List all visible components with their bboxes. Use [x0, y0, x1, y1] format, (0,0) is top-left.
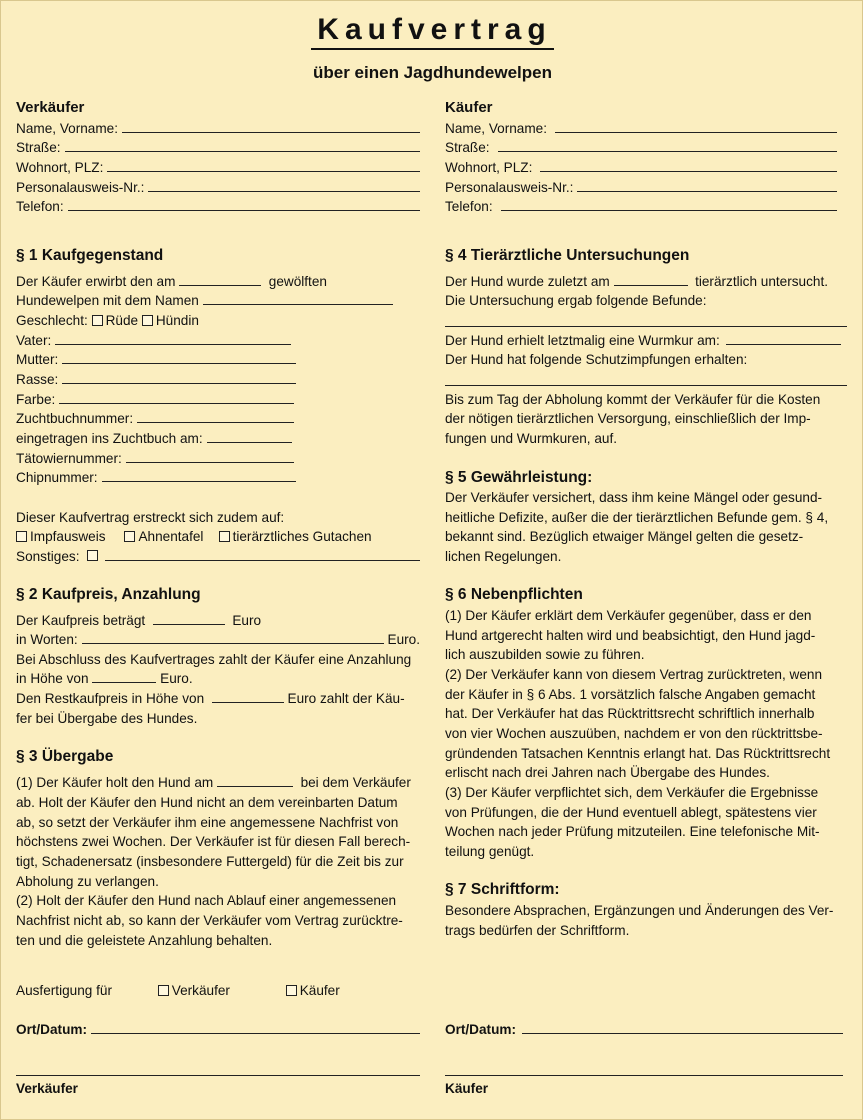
section-1-heading: § 1 Kaufgegenstand: [16, 247, 164, 264]
breed-field[interactable]: Rasse:: [16, 370, 296, 390]
mother-field[interactable]: Mutter:: [16, 350, 296, 370]
tattoo-number-field[interactable]: Tätowiernummer:: [16, 449, 294, 469]
vaccinations-line[interactable]: [445, 385, 847, 386]
page-subtitle: über einen Jagdhundewelpen: [313, 63, 552, 82]
puppy-name-line[interactable]: Hundewelpen mit dem Namen: [16, 291, 420, 311]
color-field[interactable]: Farbe:: [16, 390, 294, 410]
rest-line-1[interactable]: Den Restkaufpreis in Höhe von Euro zahlt der Käu-: [16, 691, 405, 706]
extras-options: Impfausweis Ahnentafel tierärztliches Gutachen: [16, 527, 420, 547]
s6-text-line: von Prüfungen, die der Hund eventuell ablegt, spätestens vier: [445, 805, 817, 820]
s5-text-line: bekannt sind. Bezüglich etwaiger Mängel gelten die gesetz-: [445, 529, 804, 544]
copy-for-line: Ausfertigung für Verkäufer Käufer: [16, 983, 340, 998]
buyer-id-field[interactable]: Personalausweis-Nr.:: [445, 178, 837, 198]
s3-text-line: höchstens zwei Wochen. Der Verkäufer ist für diesen Fall berech-: [16, 834, 411, 849]
studbook-number-field[interactable]: Zuchtbuchnummer:: [16, 409, 294, 429]
s3-text-line: ab. Holt der Käufer den Hund nicht an dem vereinbarten Datum: [16, 795, 398, 810]
pedigree-checkbox[interactable]: [124, 531, 135, 542]
whelp-date-line[interactable]: Der Käufer erwirbt den am gewölften: [16, 274, 327, 289]
seller-name-field[interactable]: Name, Vorname:: [16, 119, 420, 139]
deposit-line-2[interactable]: in Höhe von Euro.: [16, 671, 193, 686]
seller-phone-field[interactable]: Telefon:: [16, 197, 420, 217]
rest-line-2: fer bei Übergabe des Hundes.: [16, 711, 198, 726]
buyer-city-field[interactable]: Wohnort, PLZ:: [445, 158, 837, 178]
buyer-street-field[interactable]: Straße:: [445, 138, 837, 158]
s3-text-line: (2) Holt der Käufer den Hund nach Ablauf einer angemessenen: [16, 893, 397, 908]
s6-text-line: gründenden Tatsachen Kenntnis erlangt hat. Das Rücktrittsrecht: [445, 746, 831, 761]
male-checkbox[interactable]: [92, 315, 103, 326]
findings-intro: Die Untersuchung ergab folgende Befunde:: [445, 293, 707, 308]
price-words-line[interactable]: in Worten: Euro.: [16, 632, 420, 647]
seller-place-date-field[interactable]: Ort/Datum:: [16, 1020, 420, 1040]
buyer-phone-field[interactable]: Telefon:: [445, 197, 837, 217]
s3-text-line: ten und die geleistete Anzahlung behalten.: [16, 933, 273, 948]
vaccination-card-checkbox[interactable]: [16, 531, 27, 542]
gender-line: Geschlecht: Rüde Hündin: [16, 313, 199, 328]
seller-street-field[interactable]: Straße:: [16, 138, 420, 158]
s6-text-line: Wochen nach jeder Prüfung mitzuteilen. Eine telefonische Mit-: [445, 824, 820, 839]
copy-buyer-checkbox[interactable]: [286, 985, 297, 996]
s4-text-line: der nötigen tierärztlichen Versorgung, einschließlich der Imp-: [445, 411, 811, 426]
section-6-heading: § 6 Nebenpflichten: [445, 586, 583, 603]
s5-text-line: lichen Regelungen.: [445, 549, 562, 564]
s6-text-line: erlischt nach drei Jahren nach Übergabe des Hundes.: [445, 765, 770, 780]
seller-signature-line[interactable]: [16, 1075, 420, 1076]
section-2-heading: § 2 Kaufpreis, Anzahlung: [16, 586, 201, 603]
s4-text-line: Bis zum Tag der Abholung kommt der Verkäufer für die Kosten: [445, 392, 821, 407]
last-exam-line[interactable]: Der Hund wurde zuletzt am tierärztlich untersucht.: [445, 274, 829, 289]
chip-number-field[interactable]: Chipnummer:: [16, 468, 296, 488]
findings-line[interactable]: [445, 326, 847, 327]
s6-text-line: Hund artgerecht halten wird und beabsichtigt, den Hund jagd-: [445, 628, 816, 643]
page-title: Kaufvertrag: [1, 13, 863, 47]
section-7-heading: § 7 Schriftform:: [445, 881, 560, 898]
seller-id-field[interactable]: Personalausweis-Nr.:: [16, 178, 420, 198]
s3-text-line: tigt, Schadenersatz (insbesondere Futtergeld) für die Zeit bis zur: [16, 854, 404, 869]
female-checkbox[interactable]: [142, 315, 153, 326]
s5-text-line: heitliche Defizite, außer die der tierärztlichen Befunde gem. § 4,: [445, 510, 829, 525]
vet-report-checkbox[interactable]: [219, 531, 230, 542]
buyer-name-field[interactable]: Name, Vorname:: [445, 119, 837, 139]
buyer-place-date-field[interactable]: Ort/Datum:: [445, 1020, 843, 1040]
section-5-heading: § 5 Gewährleistung:: [445, 469, 593, 486]
s6-text-line: der Käufer in § 6 Abs. 1 vorsätzlich falsche Angaben gemacht: [445, 687, 816, 702]
extras-other-field[interactable]: Sonstiges:: [16, 547, 420, 567]
seller-heading: Verkäufer: [16, 99, 85, 116]
seller-signature-label: Verkäufer: [16, 1081, 78, 1096]
s6-text-line: (1) Der Käufer erklärt dem Verkäufer gegenüber, dass er den: [445, 608, 812, 623]
s6-text-line: lich auszubilden sowie zu führen.: [445, 647, 645, 662]
s4-text-line: fungen und Wurmkuren, auf.: [445, 431, 618, 446]
buyer-heading: Käufer: [445, 99, 493, 116]
s7-text-line: trags bedürfen der Schriftform.: [445, 923, 630, 938]
s6-text-line: von vier Wochen auszuüben, nachdem er von den rücktrittsbe-: [445, 726, 823, 741]
father-field[interactable]: Vater:: [16, 331, 291, 351]
s6-text-line: (3) Der Käufer verpflichtet sich, dem Verkäufer die Ergebnisse: [445, 785, 819, 800]
other-checkbox[interactable]: [87, 550, 98, 561]
s7-text-line: Besondere Absprachen, Ergänzungen und Änderungen des Ver-: [445, 903, 834, 918]
extras-intro: Dieser Kaufvertrag erstreckt sich zudem auf:: [16, 510, 285, 525]
price-line[interactable]: Der Kaufpreis beträgt Euro: [16, 613, 262, 628]
s5-text-line: Der Verkäufer versichert, dass ihm keine Mängel oder gesund-: [445, 490, 823, 505]
deposit-line-1: Bei Abschluss des Kaufvertrages zahlt der Käufer eine Anzahlung: [16, 652, 412, 667]
buyer-signature-line[interactable]: [445, 1075, 843, 1076]
studbook-date-field[interactable]: eingetragen ins Zuchtbuch am:: [16, 429, 292, 449]
seller-city-field[interactable]: Wohnort, PLZ:: [16, 158, 420, 178]
vaccinations-intro: Der Hund hat folgende Schutzimpfungen erhalten:: [445, 352, 748, 367]
s3-text-line: Nachfrist nicht ab, so kann der Verkäufer vom Vertrag zurücktre-: [16, 913, 403, 928]
s6-text-line: hat. Der Verkäufer hat das Rücktrittsrecht schriftlich innerhalb: [445, 706, 815, 721]
s3-text-line: ab, so setzt der Verkäufer ihm eine angemessene Nachfrist von: [16, 815, 399, 830]
copy-seller-checkbox[interactable]: [158, 985, 169, 996]
section-3-heading: § 3 Übergabe: [16, 748, 114, 765]
buyer-signature-label: Käufer: [445, 1081, 489, 1096]
s6-text-line: teilung genügt.: [445, 844, 535, 859]
deworm-date-line[interactable]: Der Hund erhielt letztmalig eine Wurmkur am:: [445, 331, 841, 351]
section-4-heading: § 4 Tierärztliche Untersuchungen: [445, 247, 690, 264]
s3-text-line: Abholung zu verlangen.: [16, 874, 159, 889]
handover-date-line[interactable]: (1) Der Käufer holt den Hund am bei dem Verkäufer: [16, 775, 411, 790]
s6-text-line: (2) Der Verkäufer kann von diesem Vertrag zurücktreten, wenn: [445, 667, 823, 682]
